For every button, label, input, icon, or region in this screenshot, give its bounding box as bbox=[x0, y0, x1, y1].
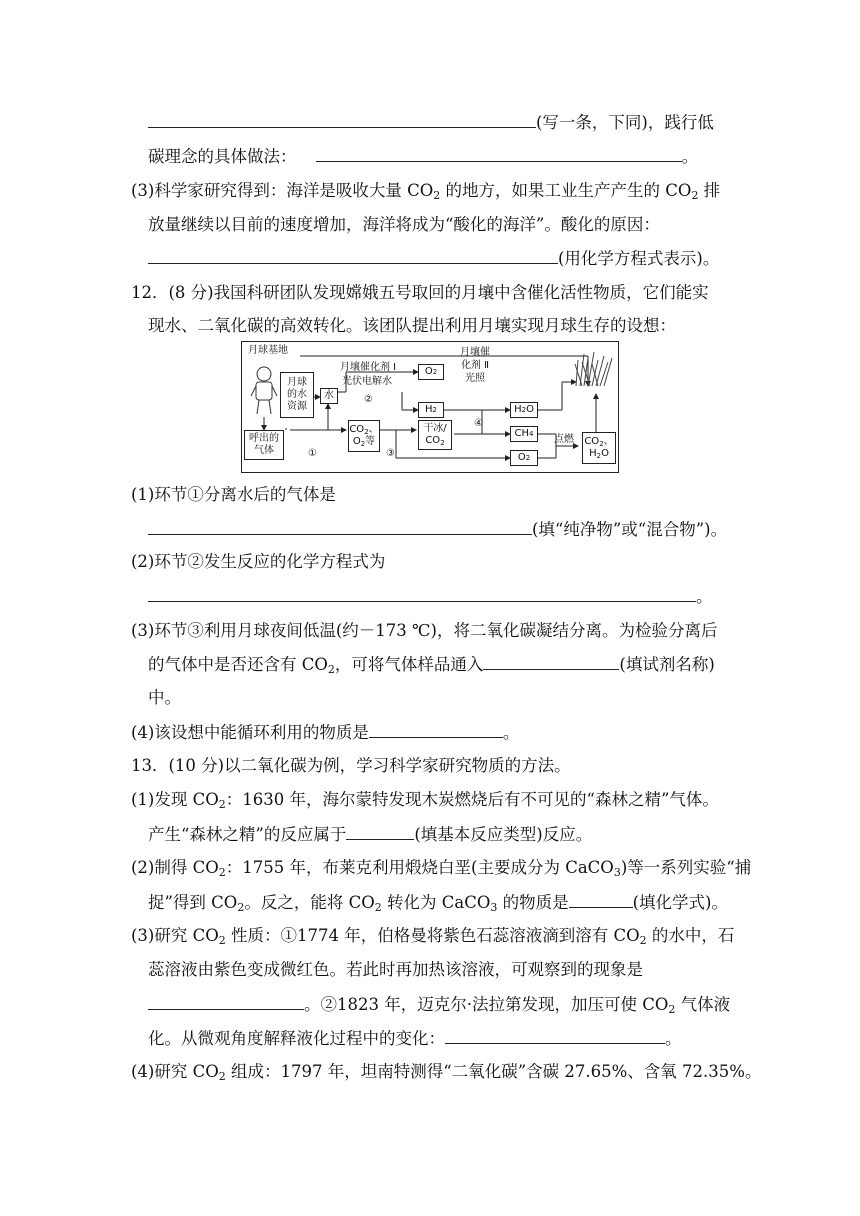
q11-part3-line-3: (用化学方程式表示)。 bbox=[148, 246, 719, 271]
catalyst-1-label: 月壤催化剂 Ⅰ bbox=[340, 362, 397, 373]
h2-box: H 2 bbox=[418, 402, 444, 418]
micro-explanation-blank[interactable] bbox=[445, 1026, 665, 1044]
q12-stem-line-1: 12．(8 分)我国科研团队发现嫦娥五号取回的月壤中含催化活性物质，它们能实 bbox=[131, 283, 709, 302]
q12-part1-answer: (填“纯净物”或“混合物”)。 bbox=[148, 517, 727, 542]
reagent-blank[interactable] bbox=[483, 652, 619, 670]
dry-ice-box: 干冰/ $CO_2$ bbox=[418, 420, 452, 450]
co2-o2-box: $CO_2$、 $O_2$等 bbox=[348, 420, 380, 452]
h2o-box: H 2 O bbox=[510, 402, 538, 418]
q13-part2-line-2: 捉”得到 $CO_2$。反之，能将 $CO_2$ 转化为 CaCO$_3$ 的物质是 (填化学式)。 bbox=[148, 890, 728, 915]
ignite-label: 点燃 bbox=[554, 434, 574, 445]
water-box: 水 bbox=[320, 388, 338, 404]
step-3-label: ③ bbox=[386, 448, 395, 459]
reaction-type-blank[interactable] bbox=[346, 822, 414, 840]
q11-part3-line-2: 放量继续以目前的速度增加，海洋将成为“酸化的海洋”。酸化的原因： bbox=[148, 215, 660, 234]
step-4-label: ④ bbox=[474, 418, 483, 429]
q13-part4: (4)研究 $CO_2$ 组成：1797 年，坦南特测得“二氧化碳”含碳 27.65%、含氧 72.35%。 bbox=[131, 1062, 762, 1083]
q11-line-1: (写一条，下同)，践行低 bbox=[148, 110, 714, 135]
answer-blank[interactable] bbox=[148, 110, 536, 128]
q13-part1-line-2: 产生“森林之精”的反应属于 (填基本反应类型)反应。 bbox=[148, 822, 592, 847]
q12-part3-line-3: 中。 bbox=[148, 688, 181, 707]
q11-part3-line-1: (3)科学家研究得到：海洋是吸收大量 $CO_2$ 的地方，如果工业生产产生的 $CO_2$ 排 bbox=[131, 181, 721, 202]
step-1-label: ① bbox=[308, 448, 317, 459]
astronaut-icon bbox=[251, 367, 277, 414]
ch4-box: CH 4 bbox=[510, 426, 538, 442]
q12-part2-answer: 。 bbox=[148, 584, 713, 609]
q12-part3-line-2: 的气体中是否还含有 $CO_2$，可将气体样品通入 (填试剂名称) bbox=[148, 652, 715, 677]
o2-box: O 2 bbox=[418, 364, 444, 380]
moon-base-label: 月球基地 bbox=[242, 344, 298, 358]
moon-survival-diagram bbox=[241, 341, 619, 473]
q11-line-2: 碳理念的具体做法： 。 bbox=[148, 144, 698, 169]
phenomenon-blank[interactable] bbox=[148, 992, 304, 1010]
q12-stem-line-2: 现水、二氧化碳的高效转化。该团队提出利用月壤实现月球生存的设想： bbox=[148, 316, 676, 335]
o2-bottom-box: O 2 bbox=[510, 450, 538, 466]
products-box: $CO_2$、 $H_2O$ bbox=[582, 432, 616, 464]
answer-blank[interactable] bbox=[148, 246, 558, 264]
formula-blank[interactable] bbox=[569, 890, 633, 908]
q12-part3-line-1: (3)环节③利用月球夜间低温(约－173 ℃)，将二氧化碳凝结分离。为检验分离后 bbox=[131, 621, 718, 640]
catalyst-2-label: 月壤催 化剂 Ⅱ 光照 bbox=[460, 347, 490, 384]
q12-part2-text: (2)环节②发生反应的化学方程式为 bbox=[131, 552, 386, 571]
plant-icon bbox=[575, 352, 612, 386]
answer-blank[interactable] bbox=[148, 517, 532, 535]
exhaled-gas-box: 呼出的 气体 bbox=[244, 430, 284, 460]
q12-part1-text: (1)环节①分离水后的气体是 bbox=[131, 485, 336, 504]
answer-blank[interactable] bbox=[369, 720, 503, 738]
q13-part3-line-3: 。②1823 年，迈克尔·法拉第发现，加压可使 $CO_2$ 气体液 bbox=[148, 992, 730, 1017]
q13-part3-line-2: 蕊溶液由紫色变成微红色。若此时再加热该溶液，可观察到的现象是 bbox=[148, 960, 643, 979]
pv-electrolysis-label: 光伏电解水 bbox=[342, 376, 392, 387]
q13-part3-line-1: (3)研究 $CO_2$ 性质：①1774 年，伯格曼将紫色石蕊溶液滴到溶有 $CO_2$ 的水中，石 bbox=[131, 926, 735, 947]
q12-part4: (4)该设想中能循环利用的物质是 。 bbox=[131, 720, 519, 745]
q13-part3-line-4: 化。从微观角度解释液化过程中的变化： 。 bbox=[148, 1026, 682, 1051]
q13-part2-line-1: (2)制得 $CO_2$：1755 年，布莱克利用煅烧白垩(主要成分为 CaCO$_3$)等一系列实验“捕 bbox=[131, 858, 752, 879]
answer-blank[interactable] bbox=[316, 144, 682, 162]
q13-stem: 13．(10 分)以二氧化碳为例，学习科学家研究物质的方法。 bbox=[131, 756, 571, 775]
q13-part1-line-1: (1)发现 $CO_2$：1630 年，海尔蒙特发现木炭燃烧后有不可见的“森林之精”气体。 bbox=[131, 790, 719, 811]
water-resource-box: 月球 的水 资源 bbox=[280, 372, 314, 418]
step-2-label: ② bbox=[364, 394, 373, 405]
answer-blank[interactable] bbox=[148, 584, 696, 602]
